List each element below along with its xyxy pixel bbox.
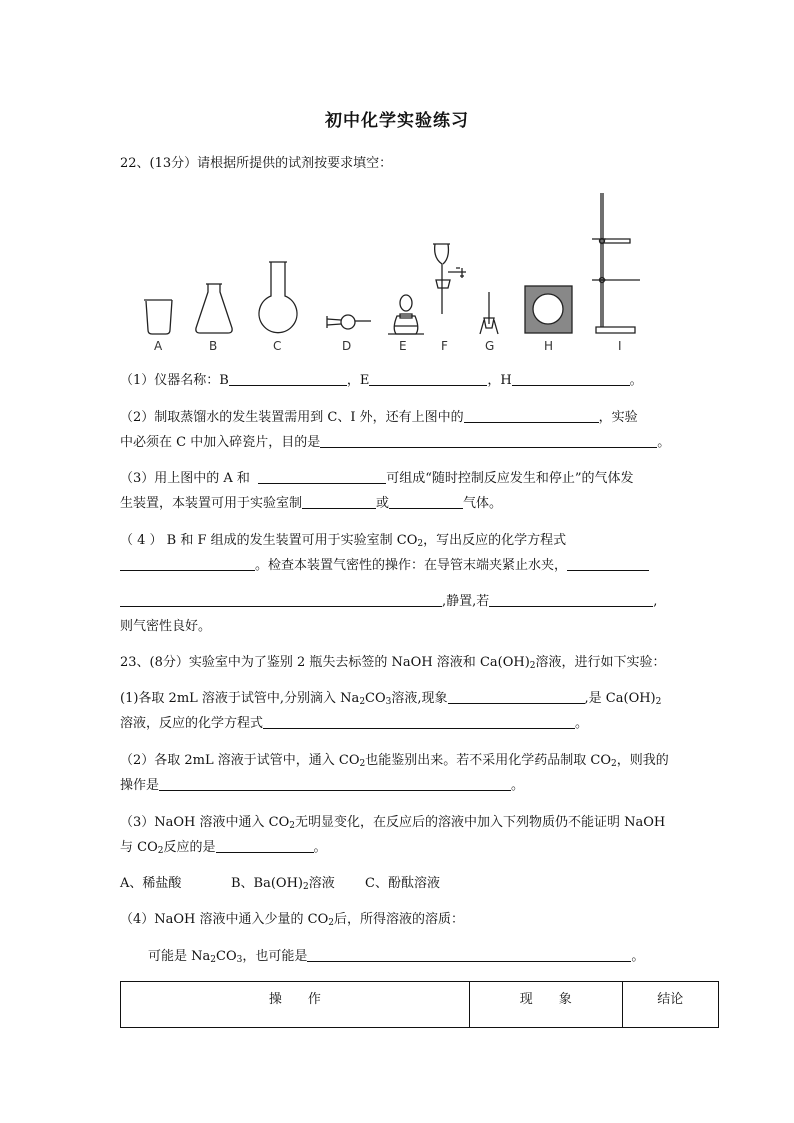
answer-blank[interactable] xyxy=(489,592,653,607)
q23-part2-line2: 操作是 。 xyxy=(120,778,525,793)
label-A: A xyxy=(154,339,163,353)
separatory-funnel-icon xyxy=(433,244,466,314)
question-23-header: 23、(8分）实验室中为了鉴别 2 瓶失去标签的 NaOH 溶液和 $Ca(OH)_2$溶液，进行如下实验： xyxy=(120,655,666,671)
q22-part1: （1）仪器名称：B ，E ，H 。 xyxy=(120,373,643,388)
answer-blank[interactable] xyxy=(263,714,575,729)
table-header-phenomenon: 现 象 xyxy=(469,982,622,1028)
q23-part3-line2: 与 $CO_2$反应的是 。 xyxy=(120,840,327,856)
page-title: 初中化学实验练习 xyxy=(325,111,469,131)
option-b: B、$Ba(OH)_2$溶液 xyxy=(231,876,335,892)
apparatus-figure xyxy=(130,188,650,358)
label-B: B xyxy=(209,339,218,353)
answer-blank[interactable] xyxy=(120,592,442,607)
answer-blank[interactable] xyxy=(389,494,463,509)
experiment-table xyxy=(120,981,719,1028)
q22-part2-line2: 中必须在 C 中加入碎瓷片，目的是 。 xyxy=(120,435,671,450)
q22-part2-line1: （2）制取蒸馏水的发生装置需用到 C、I 外，还有上图中的 ，实验 xyxy=(120,410,638,425)
q22-part3-line2: 生装置，本装置可用于实验室制 或 气体。 xyxy=(120,496,503,511)
label-G: G xyxy=(485,339,495,353)
answer-blank[interactable] xyxy=(216,838,314,853)
q23-part1-line1: (1)各取 2mL 溶液于试管中,分别滴入 $Na_2CO_3$溶液,现象 ,是 $Ca(OH)_2$ xyxy=(120,691,662,707)
table-header-operation: 操 作 xyxy=(121,982,470,1028)
q23-part4-line2: 可能是 $Na_2CO_3$，也可能是 。 xyxy=(148,949,645,965)
answer-blank[interactable] xyxy=(512,371,630,386)
table-header-conclusion: 结论 xyxy=(622,982,718,1028)
label-I: I xyxy=(618,339,622,353)
q22-part4-line3: ,静置,若 , xyxy=(120,592,657,612)
label-F: F xyxy=(441,339,448,353)
answer-blank[interactable] xyxy=(320,433,657,448)
answer-blank[interactable] xyxy=(120,556,255,571)
test-tube-icon xyxy=(480,292,498,334)
q23-part3-line1: （3）NaOH 溶液中通入 $CO_2$无明显变化，在反应后的溶液中加入下列物质仍不能证明 NaOH xyxy=(120,815,666,831)
beaker-icon xyxy=(144,300,172,334)
round-bottom-flask-icon xyxy=(259,262,297,333)
q23-part2-line1: （2）各取 2mL 溶液于试管中，通入 $CO_2$也能鉴别出来。若不采用化学药品制取 $CO_2$，则我的 xyxy=(120,753,669,769)
q22-part4-line4: 则气密性良好。 xyxy=(120,619,212,634)
option-c: C、酚酞溶液 xyxy=(365,876,440,891)
answer-blank[interactable] xyxy=(448,689,585,704)
q23-part4-line1: （4）NaOH 溶液中通入少量的 $CO_2$后，所得溶液的溶质： xyxy=(120,912,465,928)
answer-blank[interactable] xyxy=(464,408,599,423)
answer-blank[interactable] xyxy=(159,776,511,791)
q22-part4-line2: 。检查本装置气密性的操作：在导管末端夹紧止水夹， xyxy=(120,556,649,576)
label-C: C xyxy=(273,339,282,353)
small-flask-with-tube-icon xyxy=(327,315,371,329)
answer-blank[interactable] xyxy=(369,371,487,386)
answer-blank[interactable] xyxy=(307,947,631,962)
answer-blank[interactable] xyxy=(258,469,386,484)
answer-blank[interactable] xyxy=(567,556,649,571)
label-E: E xyxy=(399,339,407,353)
option-a: A、稀盐酸 xyxy=(120,876,182,891)
q23-part1-line2: 溶液，反应的化学方程式 。 xyxy=(120,716,589,731)
wire-gauze-icon xyxy=(525,286,572,333)
answer-blank[interactable] xyxy=(229,371,347,386)
q22-part3-line1: （3）用上图中的 A 和 可组成“随时控制反应发生和停止”的气体发 xyxy=(120,471,634,486)
question-22-header: 22、(13分）请根据所提供的试剂按要求填空： xyxy=(120,156,393,171)
alcohol-lamp-icon xyxy=(388,295,424,334)
conical-flask-icon xyxy=(196,284,232,333)
q22-part4-line1: （ 4 ） B 和 F 组成的发生装置可用于实验室制 $CO_2$，写出反应的化学方程式 xyxy=(120,533,567,549)
label-D: D xyxy=(342,339,352,353)
answer-blank[interactable] xyxy=(302,494,376,509)
iron-stand-icon xyxy=(592,193,640,333)
label-H: H xyxy=(544,339,554,353)
